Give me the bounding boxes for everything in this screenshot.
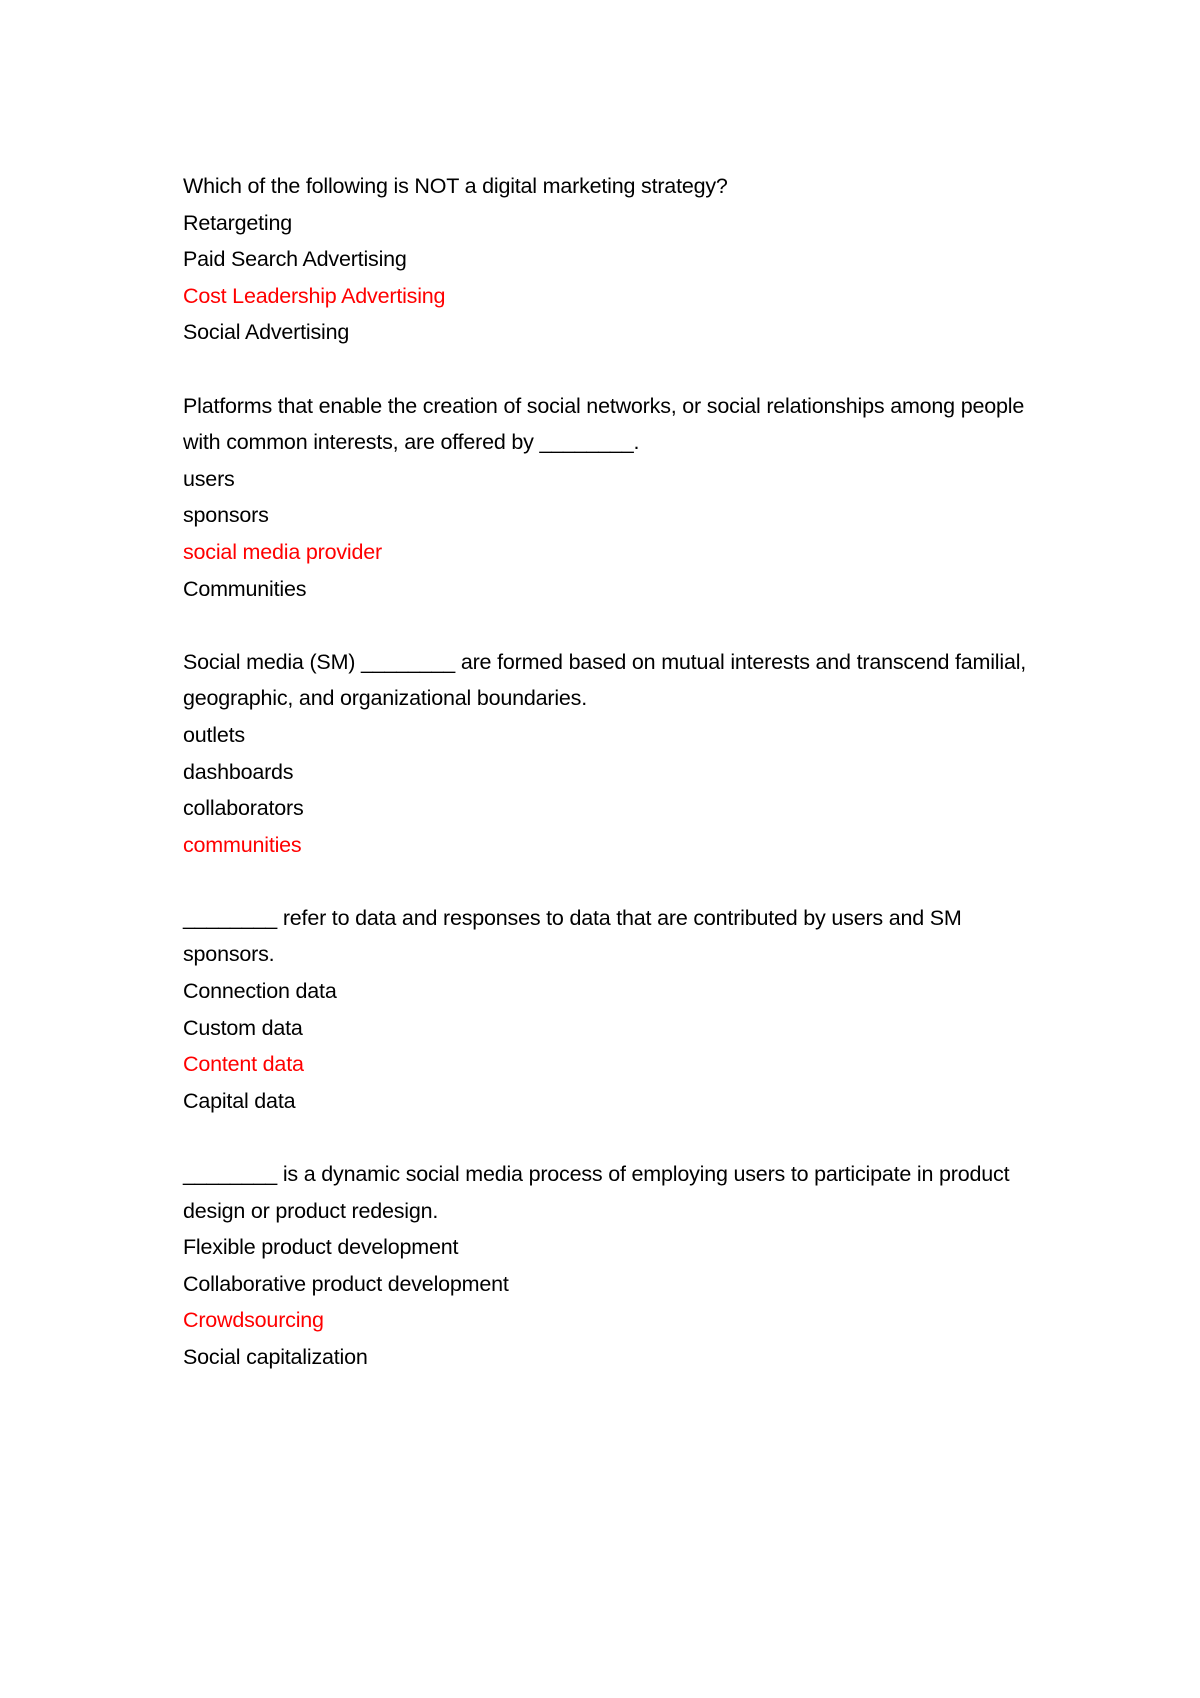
answer-option: users: [183, 466, 235, 491]
answer-option: Social Advertising: [183, 320, 350, 345]
correct-answer-option: social media provider: [183, 539, 382, 564]
correct-answer-option: Crowdsourcing: [183, 1308, 324, 1333]
question-text: ________ refer to data and responses to data that are contributed by users and SM sponsors.: [183, 905, 962, 967]
answer-option: Connection data: [183, 979, 337, 1004]
answer-options: [183, 973, 1043, 1119]
answer-option: Collaborative product development: [183, 1271, 509, 1296]
answer-options: [183, 1229, 1043, 1375]
question-text: Which of the following is NOT a digital marketing strategy?: [183, 174, 728, 198]
question-block-5: [183, 1156, 1043, 1376]
answer-option: collaborators: [183, 796, 304, 821]
question-block-2: [183, 388, 1043, 608]
answer-option: Capital data: [183, 1088, 296, 1113]
question-block-1: [183, 168, 1043, 351]
question-block-4: [183, 900, 1043, 1120]
answer-option: Custom data: [183, 1015, 303, 1040]
answer-option: Flexible product development: [183, 1235, 459, 1260]
answer-option: sponsors: [183, 503, 269, 528]
answer-options: [183, 717, 1043, 863]
correct-answer-option: Cost Leadership Advertising: [183, 283, 446, 308]
answer-options: [183, 461, 1043, 607]
quiz-content: [183, 168, 1043, 1412]
question-text: Platforms that enable the creation of social networks, or social relationships among people with common interests, are offered by ________.: [183, 393, 1025, 455]
answer-option: Social capitalization: [183, 1345, 368, 1369]
answer-options: [183, 205, 1043, 351]
answer-option: Communities: [183, 576, 307, 601]
correct-answer-option: Content data: [183, 1052, 304, 1077]
answer-option: Retargeting: [183, 210, 292, 235]
question-text: ________ is a dynamic social media process of employing users to participate in product design or product redesign.: [183, 1162, 1010, 1223]
correct-answer-option: communities: [183, 832, 302, 857]
answer-option: Paid Search Advertising: [183, 247, 407, 272]
question-text: Social media (SM) ________ are formed based on mutual interests and transcend familial, geographic, and organizational boundaries.: [183, 649, 1027, 711]
answer-option: dashboards: [183, 759, 294, 784]
answer-option: outlets: [183, 722, 245, 747]
question-block-3: [183, 644, 1043, 864]
